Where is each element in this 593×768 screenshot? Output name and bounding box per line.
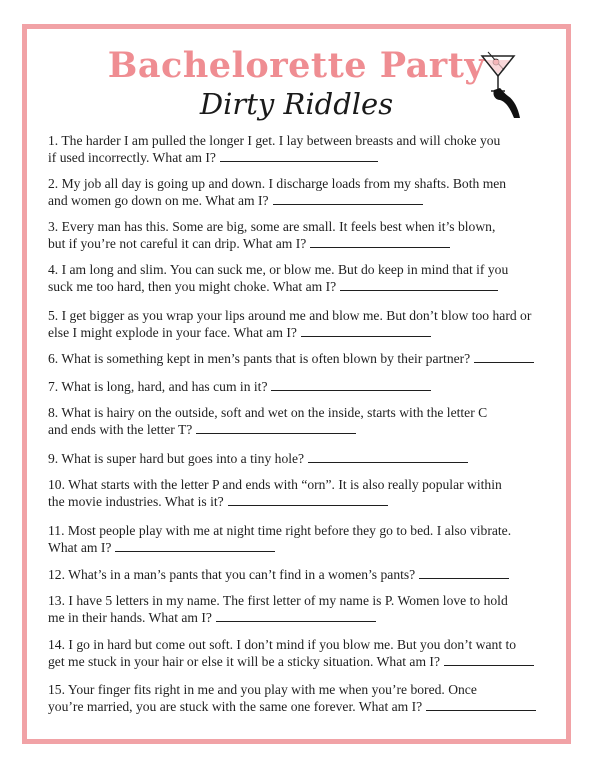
riddle-10: 10. What starts with the letter P and ends with “orn”. It is also really popular within the movie industries. What is it?	[48, 477, 502, 509]
riddle-15: 15. Your finger fits right in me and you play with me when you’re bored. Once you’re married, you are stuck with the same one forever. What am I?	[48, 681, 563, 715]
answer-line[interactable]	[301, 324, 431, 337]
riddle-1: 1. The harder I am pulled the longer I get. I lay between breasts and will choke you if used incorrectly. What am I?	[48, 133, 501, 165]
answer-line[interactable]	[426, 698, 536, 711]
riddle-13: 13. I have 5 letters in my name. The first letter of my name is P. Women love to hold me in their hands. What am I?	[48, 593, 508, 625]
answer-line[interactable]	[216, 609, 376, 622]
answer-line[interactable]	[271, 378, 431, 391]
answer-line[interactable]	[444, 653, 534, 666]
riddle-4: 4. I am long and slim. You can suck me, or blow me. But do keep in mind that if you suck me too hard, then you might choke. What am I?	[48, 262, 509, 294]
riddle-2: 2. My job all day is going up and down. I discharge loads from my shafts. Both men and women go down on me. What am I?	[48, 176, 507, 208]
page-title: Bachelorette Party	[107, 45, 486, 86]
page-subtitle: Dirty Riddles	[199, 87, 394, 121]
riddle-8: 8. What is hairy on the outside, soft and wet on the inside, starts with the letter C and ends with the letter T?	[48, 405, 488, 437]
answer-line[interactable]	[220, 149, 378, 162]
answer-line[interactable]	[228, 493, 388, 506]
riddle-9: 9. What is super hard but goes into a tiny hole?	[48, 450, 563, 467]
answer-line[interactable]	[196, 421, 356, 434]
riddle-14: 14. I go in hard but come out soft. I don’t mind if you blow me. But you don’t want to get me stuck in your hair or else it will be a sticky situation. What am I?	[48, 636, 563, 670]
riddle-6: 6. What is something kept in men’s pants that is often blown by their partner?	[48, 350, 563, 367]
riddle-11: 11. Most people play with me at night time right before they go to bed. I also vibrate. What am I?	[48, 523, 512, 555]
answer-line[interactable]	[310, 235, 450, 248]
answer-line[interactable]	[340, 278, 498, 291]
answer-line[interactable]	[273, 192, 423, 205]
martini-glass-hand-icon	[474, 50, 524, 120]
riddle-3: 3. Every man has this. Some are big, some are small. It feels best when it’s blown, but if you’re not careful it can drip. What am I?	[48, 219, 496, 251]
riddle-5: 5. I get bigger as you wrap your lips around me and blow me. But don’t blow too hard or else I might explode in your face. What am I?	[48, 308, 532, 340]
riddle-7: 7. What is long, hard, and has cum in it?	[48, 378, 563, 395]
answer-line[interactable]	[419, 566, 509, 579]
riddle-12: 12. What’s in a man’s pants that you can’t find in a women’s pants?	[48, 566, 563, 583]
answer-line[interactable]	[308, 450, 468, 463]
answer-line[interactable]	[474, 350, 534, 363]
answer-line[interactable]	[115, 539, 275, 552]
